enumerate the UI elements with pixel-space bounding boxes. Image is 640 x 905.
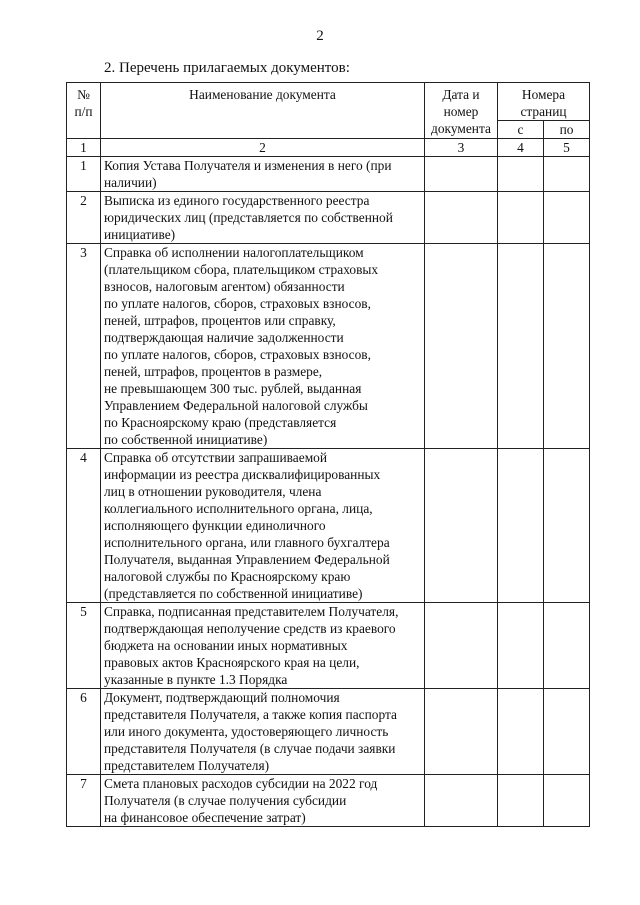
column-index-row <box>67 139 590 157</box>
row-number: 1 <box>67 157 101 192</box>
page-to-cell <box>544 157 590 192</box>
page-from-cell <box>498 244 544 449</box>
document-name: Справка об исполнении налогоплательщиком (плательщиком сбора, плательщиком страховых взносов, налоговым агентом) обязанности по уплате налогов, сборов, страховых взносов, пеней, штрафов, процентов или справку, подтверждающая наличие задолженности по уплате налогов, сборов, страховых взносов, пеней, штрафов, процентов в размере, не превышающем 300 тыс. рублей, выданная Управлением Федеральной налоговой службы по Красноярскому краю (представляется по собственной инициативе) <box>101 244 425 449</box>
header-date: Дата и номер документа <box>425 83 498 139</box>
header-pages: Номера страниц <box>498 83 590 121</box>
page-number: 2 <box>316 28 324 44</box>
date-cell <box>425 157 498 192</box>
page-from-cell <box>498 157 544 192</box>
index-cell: 2 <box>101 139 425 157</box>
date-cell <box>425 775 498 827</box>
header-page-from: с <box>498 121 544 139</box>
table-header-row <box>67 83 590 121</box>
index-cell: 4 <box>498 139 544 157</box>
index-cell: 5 <box>544 139 590 157</box>
document-name: Смета плановых расходов субсидии на 2022 год Получателя (в случае получения субсидии на финансовое обеспечение затрат) <box>101 775 425 827</box>
row-number: 6 <box>67 689 101 775</box>
row-number: 2 <box>67 192 101 244</box>
row-number: 3 <box>67 244 101 449</box>
page-from-cell <box>498 603 544 689</box>
index-cell: 3 <box>425 139 498 157</box>
row-number: 7 <box>67 775 101 827</box>
document-name: Справка об отсутствии запрашиваемой информации из реестра дисквалифицированных лиц в отношении руководителя, члена коллегиального исполнительного органа, лица, исполняющего функции единоличного исполнительного органа, или главного бухгалтера Получателя, выданная Управлением Федеральной налоговой службы по Красноярскому краю (представляется по собственной инициативе) <box>101 449 425 603</box>
header-name: Наименование документа <box>101 83 425 139</box>
table-row <box>67 157 590 192</box>
date-cell <box>425 689 498 775</box>
section-title: 2. Перечень прилагаемых документов: <box>104 60 350 76</box>
date-cell <box>425 449 498 603</box>
document-name: Копия Устава Получателя и изменения в него (при наличии) <box>101 157 425 192</box>
row-number: 5 <box>67 603 101 689</box>
page-from-cell <box>498 192 544 244</box>
document-name: Справка, подписанная представителем Получателя, подтверждающая неполучение средств из краевого бюджета на основании иных нормативных правовых актов Красноярского края на цели, указанные в пункте 1.3 Порядка <box>101 603 425 689</box>
document-name: Документ, подтверждающий полномочия представителя Получателя, а также копия паспорта или иного документа, удостоверяющего личность представителя Получателя (в случае подачи заявки представителем Получателя) <box>101 689 425 775</box>
header-page-to: по <box>544 121 590 139</box>
row-number: 4 <box>67 449 101 603</box>
table-row <box>67 689 590 775</box>
page-to-cell <box>544 603 590 689</box>
index-cell: 1 <box>67 139 101 157</box>
page-to-cell <box>544 244 590 449</box>
document-name: Выписка из единого государственного реестра юридических лиц (представляется по собственной инициативе) <box>101 192 425 244</box>
table-row <box>67 603 590 689</box>
page-from-cell <box>498 775 544 827</box>
date-cell <box>425 244 498 449</box>
header-num: № п/п <box>67 83 101 139</box>
table-row <box>67 192 590 244</box>
documents-table <box>66 82 590 827</box>
table-row <box>67 775 590 827</box>
page-from-cell <box>498 449 544 603</box>
date-cell <box>425 192 498 244</box>
page-to-cell <box>544 192 590 244</box>
page-to-cell <box>544 775 590 827</box>
page-from-cell <box>498 689 544 775</box>
table-row <box>67 449 590 603</box>
table-row <box>67 244 590 449</box>
date-cell <box>425 603 498 689</box>
page-to-cell <box>544 689 590 775</box>
page-to-cell <box>544 449 590 603</box>
